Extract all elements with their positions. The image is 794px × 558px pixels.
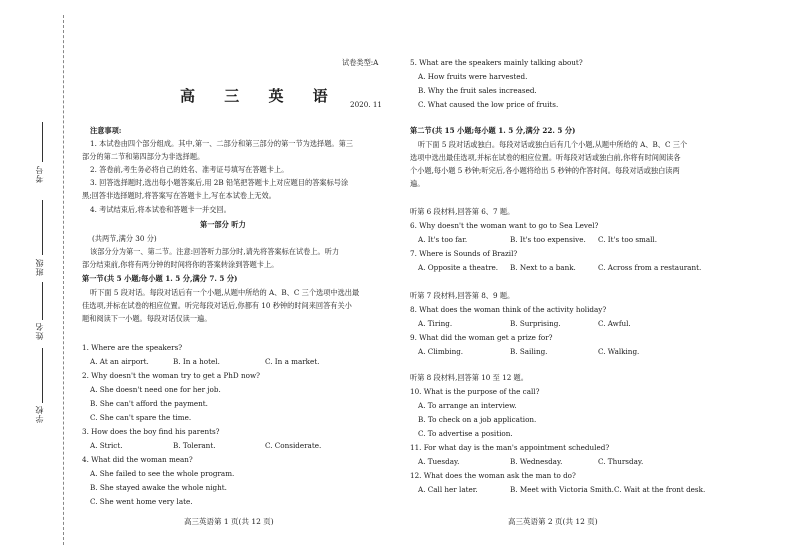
question-8: 8. What does the woman think of the activity holiday? xyxy=(410,305,607,314)
option-c: C. Wait at the front desk. xyxy=(614,485,706,494)
option-b: B. To check on a job application. xyxy=(418,415,537,424)
part1-intro: 该部分分为第一、第二节。注意:回答听力部分时,请先将答案标在试卷上。听力 xyxy=(90,247,340,256)
notes-heading: 注意事项: xyxy=(90,126,122,135)
option-c: C. Walking. xyxy=(598,347,640,356)
option-a: A. She doesn't need one for her job. xyxy=(90,385,221,394)
option-c: C. She went home very late. xyxy=(90,497,193,506)
question-2: 2. Why doesn't the woman try to get a PhD now? xyxy=(82,371,260,380)
exam-type: 试卷类型:A xyxy=(342,58,379,67)
option-c: C. Thursday. xyxy=(598,457,644,466)
exam-number-label: 考号 xyxy=(35,165,44,183)
question-5: 5. What are the speakers mainly talking about? xyxy=(410,58,583,67)
question-6: 6. Why doesn't the woman want to go to Sea Level? xyxy=(410,221,599,230)
option-a: A. At an airport. xyxy=(90,357,149,366)
option-c: C. Awful. xyxy=(598,319,631,328)
option-b: B. In a hotel. xyxy=(173,357,220,366)
option-c: C. To advertise a position. xyxy=(418,429,513,438)
section1-desc: 佳选项,并标在试卷的相应位置。听完每段对话后,你都有 10 秒钟的时间来回答有关小 xyxy=(82,301,352,310)
option-c: C. What caused the low price of fruits. xyxy=(418,100,559,109)
page-footer: 高三英语第 1 页(共 12 页) xyxy=(184,517,274,526)
exam-date: 2020. 11 xyxy=(350,100,383,109)
option-b: B. Next to a bank. xyxy=(510,263,576,272)
notes-line: 1. 本试卷由四个部分组成。其中,第一、二部分和第三部分的第一节为选择题。第三 xyxy=(90,139,353,148)
exam-number-line xyxy=(42,122,43,162)
material-6: 听第 6 段材料,回答第 6、7 题。 xyxy=(410,207,515,216)
option-b: B. Sailing. xyxy=(510,347,548,356)
option-c: C. Considerate. xyxy=(265,441,322,450)
option-c: C. She can't spare the time. xyxy=(90,413,192,422)
option-b: B. Tolerant. xyxy=(173,441,216,450)
option-b: B. She can't afford the payment. xyxy=(90,399,208,408)
section2-desc: 个小题,每小题 5 秒钟;听完后,各小题将给出 5 秒钟的作答时间。每段对话或独白读两 xyxy=(410,166,680,175)
option-b: B. Surprising. xyxy=(510,319,561,328)
part1-heading: 第一部分 听力 xyxy=(200,220,246,229)
option-a: A. To arrange an interview. xyxy=(418,401,517,410)
school-line xyxy=(42,348,43,403)
option-a: A. Strict. xyxy=(90,441,123,450)
section2-desc: 听下面 5 段对话或独白。每段对话或独白后有几个小题,从题中所给的 A、B、C 三个 xyxy=(418,140,688,149)
material-8: 听第 8 段材料,回答第 10 至 12 题。 xyxy=(410,373,528,382)
school-label: 学校 xyxy=(35,405,44,423)
part1-intro: 部分结束前,你将有两分钟的时间将你的答案转涂到答题卡上。 xyxy=(82,260,279,269)
notes-line: 2. 答卷前,考生务必将自己的姓名、准考证号填写在答题卡上。 xyxy=(90,165,289,174)
notes-line: 3. 回答选择题时,选出每小题答案后,用 2B 铅笔把答题卡上对应题目的答案标号涂 xyxy=(90,178,349,187)
option-a: A. Opposite a theatre. xyxy=(418,263,499,272)
option-a: A. It's too far. xyxy=(418,235,468,244)
option-a: A. Call her later. xyxy=(418,485,478,494)
question-11: 11. For what day is the man's appointment scheduled? xyxy=(410,443,610,452)
option-c: C. In a market. xyxy=(265,357,320,366)
name-line xyxy=(42,282,43,320)
option-c: C. Across from a restaurant. xyxy=(598,263,702,272)
section2-desc: 选项中选出最佳选项,并标在试卷的相应位置。听每段对话或独白前,你将有时间阅读各 xyxy=(410,153,681,162)
question-9: 9. What did the woman get a prize for? xyxy=(410,333,553,342)
material-7: 听第 7 段材料,回答第 8、9 题。 xyxy=(410,291,515,300)
option-a: A. Tiring. xyxy=(418,319,453,328)
page-footer: 高三英语第 2 页(共 12 页) xyxy=(508,517,598,526)
section1-desc: 听下面 5 段对话。每段对话后有一个小题,从题中所给的 A、B、C 三个选项中选出最 xyxy=(90,288,360,297)
option-c: C. It's too small. xyxy=(598,235,657,244)
question-1: 1. Where are the speakers? xyxy=(82,343,183,352)
question-12: 12. What does the woman ask the man to do? xyxy=(410,471,576,480)
option-b: B. She stayed awake the whole night. xyxy=(90,483,227,492)
question-7: 7. Where is Sounds of Brazil? xyxy=(410,249,518,258)
class-line xyxy=(42,200,43,255)
notes-line: 4. 考试结束后,将本试卷和答题卡一并交回。 xyxy=(90,205,231,214)
option-a: A. Tuesday. xyxy=(418,457,460,466)
part1-sub: (共两节,满分 30 分) xyxy=(92,234,157,243)
notes-line: 部分的第二节和第四部分为非选择题。 xyxy=(82,152,205,161)
section2-heading: 第二节(共 15 小题;每小题 1. 5 分,满分 22. 5 分) xyxy=(410,126,576,135)
option-b: B. It's too expensive. xyxy=(510,235,586,244)
option-a: A. How fruits were harvested. xyxy=(418,72,528,81)
option-a: A. Climbing. xyxy=(418,347,464,356)
option-a: A. She failed to see the whole program. xyxy=(90,469,235,478)
binding-margin xyxy=(20,60,60,520)
section1-desc: 题和阅读下一小题。每段对话仅读一遍。 xyxy=(82,314,212,323)
name-label: 姓名 xyxy=(35,322,44,340)
page-title: 高 三 英 语 xyxy=(180,87,340,105)
option-b: B. Why the fruit sales increased. xyxy=(418,86,537,95)
section1-heading: 第一节(共 5 小题;每小题 1. 5 分,满分 7. 5 分) xyxy=(82,274,238,283)
question-10: 10. What is the purpose of the call? xyxy=(410,387,540,396)
cut-line xyxy=(63,15,64,545)
class-label: 班级 xyxy=(35,258,44,276)
section2-desc: 遍。 xyxy=(410,179,425,188)
question-3: 3. How does the boy find his parents? xyxy=(82,427,220,436)
option-b: B. Meet with Victoria Smith. xyxy=(510,485,614,494)
question-4: 4. What did the woman mean? xyxy=(82,455,193,464)
notes-line: 黑;回答非选择题时,将答案写在答题卡上,写在本试卷上无效。 xyxy=(82,191,276,200)
option-b: B. Wednesday. xyxy=(510,457,563,466)
